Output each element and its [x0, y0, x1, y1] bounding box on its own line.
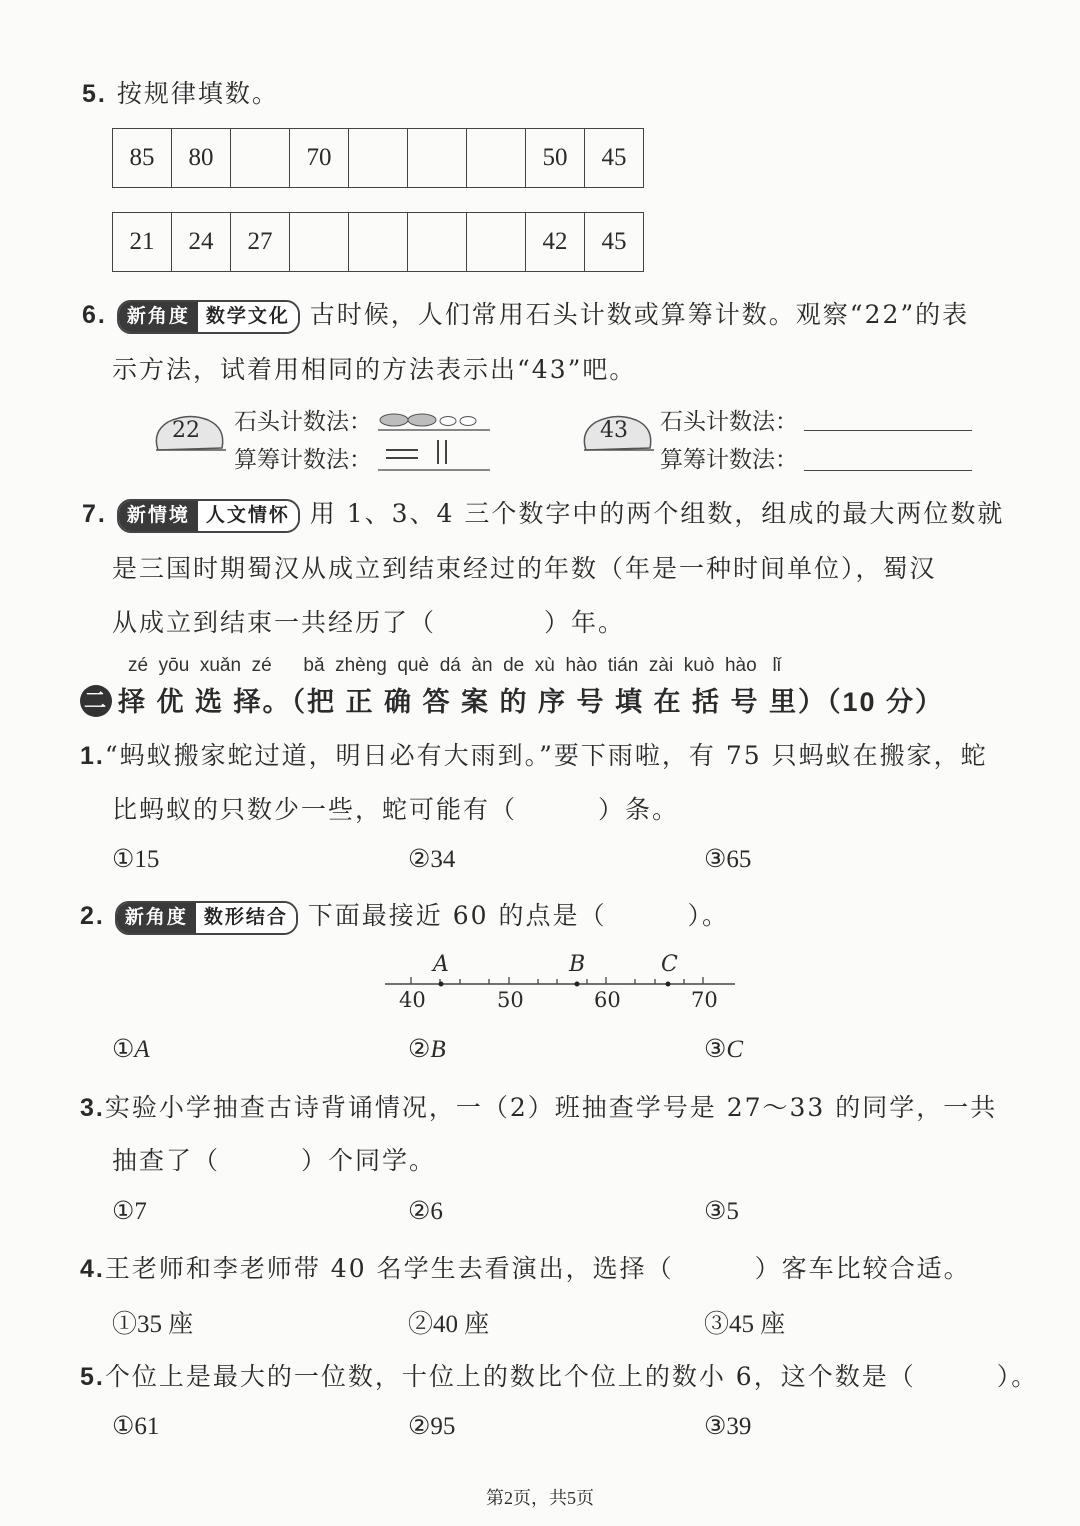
question-5 — [82, 74, 279, 110]
option-3[interactable]: ③39 — [704, 1413, 752, 1440]
choice-question-3-line2: 抽查了（ ）个同学。 — [112, 1146, 437, 1175]
tick-label: 70 — [691, 988, 718, 1012]
point-b-label: B — [569, 952, 586, 977]
number-line — [385, 950, 737, 1020]
stone-label-2: 石头计数法： — [660, 409, 798, 435]
option-2[interactable]: ②40 座 — [408, 1311, 490, 1338]
point-c-label: C — [661, 952, 678, 977]
option-2[interactable]: ②6 — [408, 1198, 443, 1225]
number-cell: 45 — [585, 213, 644, 272]
question-text: 按规律填数。 — [116, 79, 279, 108]
question-number: 1. — [80, 742, 105, 770]
number-cell: 42 — [526, 213, 585, 272]
choice-question-4 — [80, 1249, 971, 1285]
section-number-badge: 二 — [80, 685, 112, 717]
number-cell: 85 — [113, 129, 172, 188]
question-7-line2: 是三国时期蜀汉从成立到结束经过的年数（年是一种时间单位），蜀汉 — [112, 554, 937, 583]
blank-cell[interactable] — [467, 213, 526, 272]
question-number: 4. — [80, 1255, 105, 1283]
rock-icon: 22 — [150, 410, 230, 455]
number-cell: 70 — [290, 129, 349, 188]
option-3[interactable]: ③5 — [704, 1198, 739, 1225]
number-cell: 80 — [172, 129, 231, 188]
tag-badge: 新情境 人文情怀 — [117, 499, 300, 533]
question-number: 6. — [82, 301, 107, 329]
option-1[interactable]: ①A — [112, 1036, 150, 1063]
question-6 — [82, 295, 969, 334]
page-footer: 第2页，共5页 — [486, 1488, 594, 1508]
option-2[interactable]: ②95 — [408, 1413, 456, 1440]
rod-counting-figure — [378, 438, 490, 472]
question-6-line2: 示方法，试着用相同的方法表示出“43”吧。 — [112, 355, 637, 384]
blank-cell[interactable] — [349, 213, 408, 272]
choice-question-1-line2: 比蚂蚁的只数少一些，蛇可能有（ ）条。 — [112, 795, 680, 824]
tick-label: 50 — [497, 988, 524, 1012]
question-7-line3: 从成立到结束一共经历了（ ）年。 — [112, 608, 626, 637]
question-text: 王老师和李老师带 40 名学生去看演出，选择（ ）客车比较合适。 — [104, 1254, 971, 1283]
option-1[interactable]: ①61 — [112, 1413, 160, 1440]
question-number: 7. — [82, 500, 107, 528]
option-1[interactable]: ①7 — [112, 1198, 147, 1225]
tick-label: 60 — [594, 988, 621, 1012]
blank-cell[interactable] — [290, 213, 349, 272]
choice-question-3 — [80, 1088, 997, 1124]
stone-answer-blank[interactable] — [804, 430, 972, 431]
blank-cell[interactable] — [408, 129, 467, 188]
number-cell: 45 — [585, 129, 644, 188]
blank-cell[interactable] — [231, 129, 290, 188]
rod-answer-blank[interactable] — [804, 470, 972, 471]
blank-cell[interactable] — [408, 213, 467, 272]
question-number: 2. — [80, 902, 105, 930]
question-7 — [82, 494, 1004, 533]
stone-counting-figure — [378, 410, 488, 430]
stone-label-1: 石头计数法： — [234, 409, 372, 435]
question-number: 3. — [80, 1094, 105, 1122]
option-3[interactable]: ③45 座 — [704, 1311, 786, 1338]
number-cell: 27 — [231, 213, 290, 272]
question-text: 下面最接近 60 的点是（ ）。 — [307, 901, 730, 930]
question-number: 5. — [80, 1363, 105, 1391]
option-2[interactable]: ②B — [408, 1036, 446, 1063]
question-text: 实验小学抽查古诗背诵情况，一（2）班抽查学号是 27～33 的同学，一共 — [104, 1093, 998, 1122]
tag-badge: 新角度 数学文化 — [117, 300, 300, 334]
question-text: 古时候，人们常用石头计数或算筹计数。观察“22”的表 — [309, 300, 970, 329]
option-3[interactable]: ③65 — [704, 846, 752, 873]
number-cell: 24 — [172, 213, 231, 272]
choice-question-1 — [80, 736, 988, 772]
section-pinyin: zé yōu xuǎn zé bǎ zhèng què dá àn de xù hào tián zài kuò hào lǐ — [128, 655, 781, 676]
section-title: 二 择 优 选 择。（把 正 确 答 案 的 序 号 填 在 括 号 里）（10 分） — [80, 680, 944, 719]
option-3[interactable]: ③C — [704, 1036, 744, 1063]
option-1[interactable]: ①35 座 — [112, 1311, 194, 1338]
rod-label-1: 算筹计数法： — [234, 447, 372, 473]
number-cell: 21 — [113, 213, 172, 272]
question-text: 个位上是最大的一位数，十位上的数比个位上的数小 6，这个数是（ ）。 — [104, 1362, 1039, 1391]
sequence-table-1 — [112, 128, 644, 188]
question-text: 用 1、3、4 三个数字中的两个组数，组成的最大两位数就 — [309, 499, 1005, 528]
question-number: 5. — [82, 80, 107, 108]
option-1[interactable]: ①15 — [112, 846, 160, 873]
point-a-label: A — [433, 952, 449, 977]
rod-label-2: 算筹计数法： — [660, 447, 798, 473]
tag-badge: 新角度 数形结合 — [115, 901, 298, 935]
choice-question-5 — [80, 1357, 1038, 1393]
blank-cell[interactable] — [467, 129, 526, 188]
choice-question-2 — [80, 896, 729, 935]
number-cell: 50 — [526, 129, 585, 188]
rock-icon: 43 — [578, 410, 658, 455]
question-text: “蚂蚁搬家蛇过道，明日必有大雨到。”要下雨啦，有 75 只蚂蚁在搬家，蛇 — [104, 741, 988, 770]
tick-label: 40 — [399, 988, 426, 1012]
sequence-table-2 — [112, 212, 644, 272]
blank-cell[interactable] — [349, 129, 408, 188]
option-2[interactable]: ②34 — [408, 846, 456, 873]
